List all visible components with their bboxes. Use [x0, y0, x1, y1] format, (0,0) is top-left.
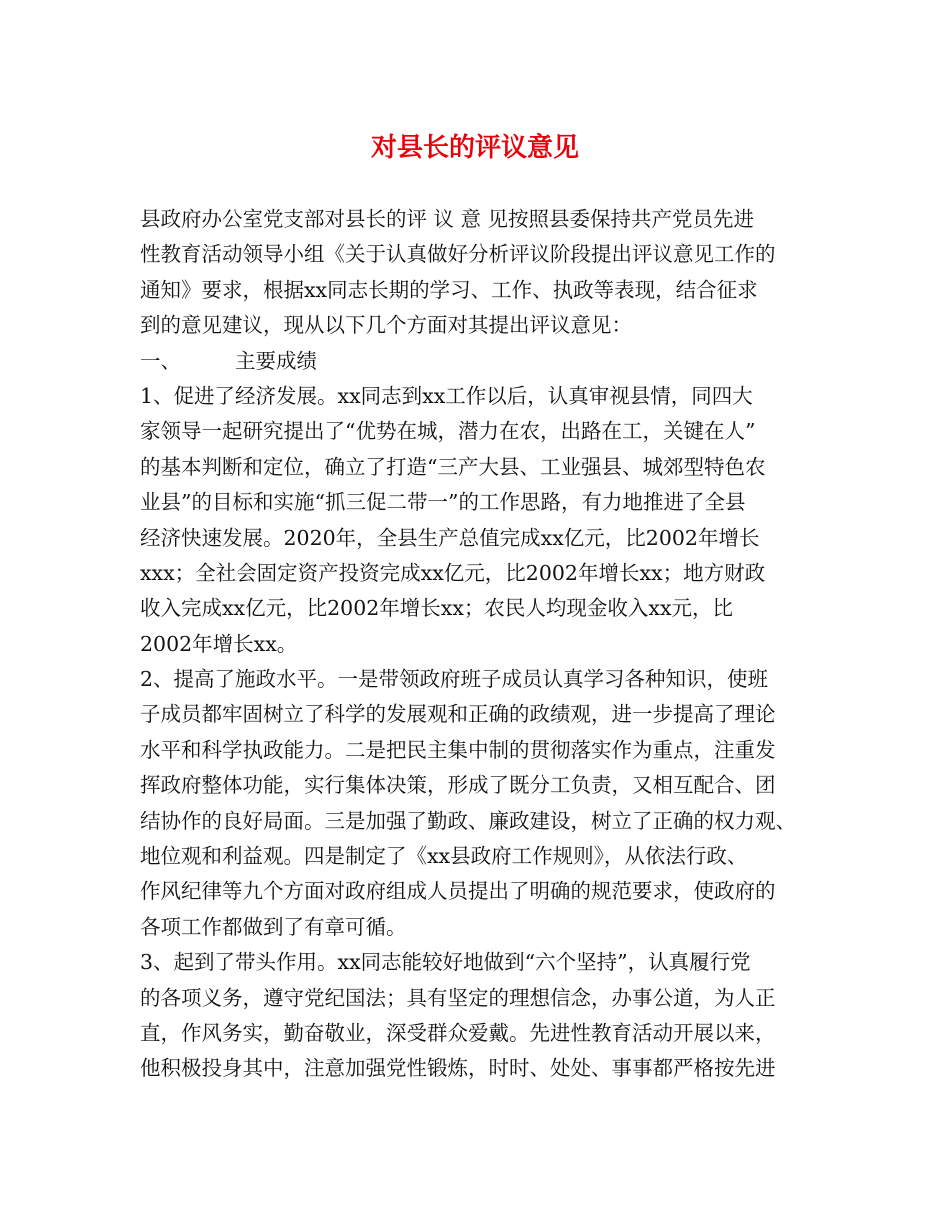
body-line: 结协作的良好局面。三是加强了勤政、廉政建设，树立了正确的权力观、	[140, 808, 796, 833]
document-body	[140, 202, 830, 1087]
body-line: 2、提高了施政水平。一是带领政府班子成员认真学习各种知识，使班	[140, 667, 769, 692]
body-line: 县政府办公室党支部对县长的评 议 意 见按照县委保持共产党员先进	[140, 207, 755, 231]
body-line: 他积极投身其中，注意加强党性锻炼，时时、处处、事事都严格按先进	[140, 1056, 776, 1081]
body-line: 的基本判断和定位，确立了打造“三产大县、工业强县、城郊型特色农	[140, 454, 766, 479]
body-line: 经济快速发展。2020年，全县生产总值完成xx亿元，比2002年增长	[140, 525, 760, 550]
body-line: 子成员都牢固树立了科学的发展观和正确的政绩观，进一步提高了理论	[140, 702, 776, 727]
body-line: 1、促进了经济发展。xx同志到xx工作以后，认真审视县情，同四大	[140, 383, 753, 408]
page-title: 对县长的评议意见	[370, 133, 579, 163]
body-line: 挥政府整体功能，实行集体决策，形成了既分工负责，又相互配合、团	[140, 773, 776, 798]
body-line: 作风纪律等九个方面对政府组成人员提出了明确的规范要求，使政府的	[140, 879, 776, 904]
section-heading-number: 一、	[140, 348, 181, 373]
body-line: 家领导一起研究提出了“优势在城，潜力在农，出路在工，关键在人”	[140, 419, 756, 444]
body-line: 直，作风务实，勤奋敬业，深受群众爱戴。先进性教育活动开展以来，	[140, 1020, 776, 1045]
body-line: 业县”的目标和实施“抓三促二带一”的工作思路，有力地推进了全县	[140, 490, 746, 515]
body-line: 各项工作都做到了有章可循。	[140, 914, 407, 939]
body-line: 到的意见建议，现从以下几个方面对其提出评议意见：	[140, 313, 632, 338]
body-line: 通知》要求，根据xx同志长期的学习、工作、执政等表现，结合征求	[140, 277, 758, 302]
body-line: 3、起到了带头作用。xx同志能较好地做到“六个坚持”，认真履行党	[140, 950, 751, 975]
body-line: xxx；全社会固定资产投资完成xx亿元，比2002年增长xx；地方财政	[140, 560, 766, 585]
body-line: 水平和科学执政能力。二是把民主集中制的贯彻落实作为重点，注重发	[140, 737, 776, 762]
section-heading-text: 主要成绩	[235, 348, 317, 373]
body-line: 的各项义务，遵守党纪国法；具有坚定的理想信念，办事公道，为人正	[140, 985, 776, 1010]
body-line: 地位观和利益观。四是制定了《xx县政府工作规则》，从依法行政、	[140, 844, 748, 869]
section-heading	[140, 344, 830, 379]
body-line: 性教育活动领导小组《关于认真做好分析评议阶段提出评议意见工作的	[140, 242, 776, 267]
body-line: 收入完成xx亿元，比2002年增长xx；农民人均现金收入xx元，比	[140, 596, 734, 621]
body-line: 2002年增长xx。	[140, 631, 298, 656]
